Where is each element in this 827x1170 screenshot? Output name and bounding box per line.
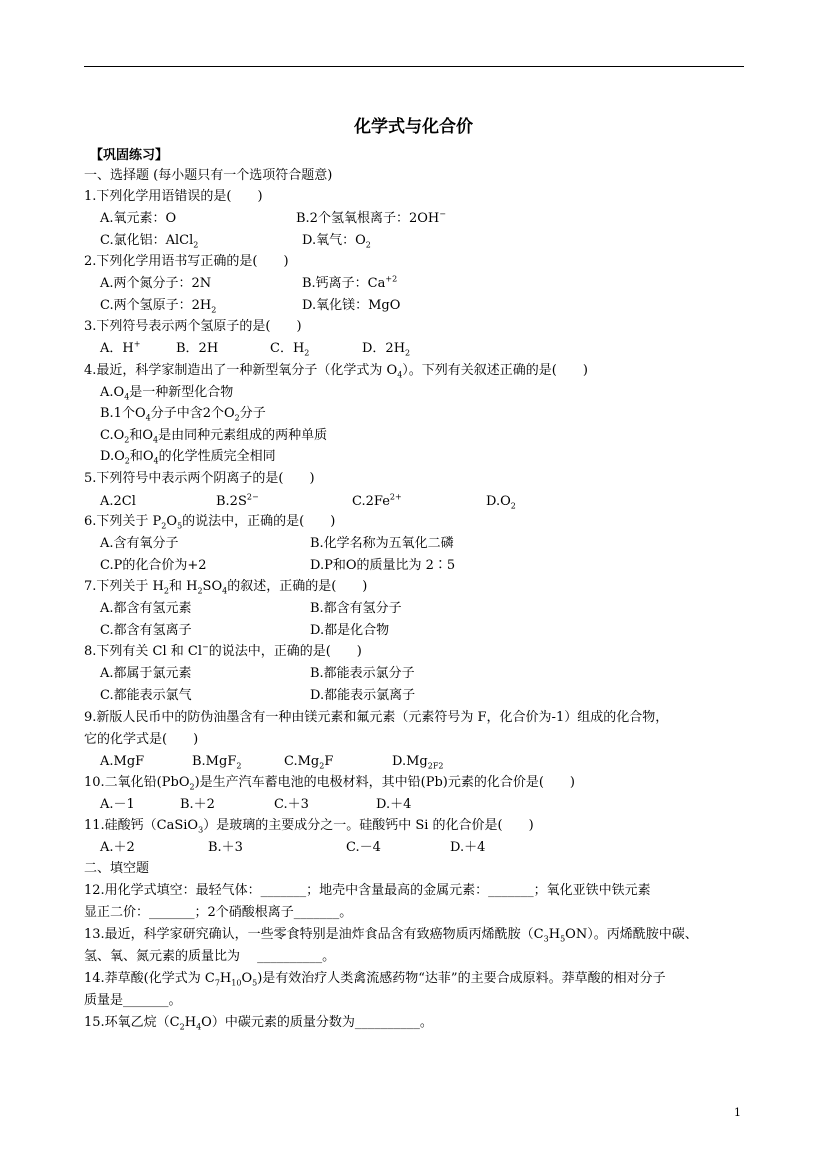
q11-option-d: D.＋4 [450,840,486,855]
q5-option-c: $C.2Fe^{2+}$ [352,492,402,509]
section-header: 【巩固练习】 [90,148,169,163]
q1-option-a: A.氧元素：O [100,211,177,226]
q5-option-d: $D.O_2$ [486,494,516,511]
q8-option-c: C.都能表示氯气 [100,688,192,703]
q2-option-c: C.两个氢原子：$2H_2$ [100,298,217,315]
page-number: 1 [734,1106,741,1119]
q10-option-c: C.＋3 [274,797,309,812]
q6-stem: 6.下列关于 $P_2O_5$的说法中，正确的是( ) [84,514,336,531]
q4-option-a: $A.O_4$是一种新型化合物 [100,385,234,402]
q9-option-d: $D.Mg_{2F2}$ [392,754,444,771]
q3-option-b: B．2H [176,341,219,356]
q11-option-a: A.＋2 [100,840,135,855]
q12-line1: 12.用化学式填空：最轻气体：_______；地壳中含量最高的金属元素：_______；氧化亚铁中铁元素 [84,883,651,898]
q1-option-d: D.氧气：$O_2$ [302,233,371,250]
q5-option-a: A.2Cl [100,494,136,509]
q10-option-a: A.－1 [100,797,135,812]
q2-option-a: A.两个氮分子：2N [100,276,212,291]
q4-option-c: $C.O_2$和$O_4$是由同种元素组成的两种单质 [100,428,328,445]
q8-option-d: D.都能表示氯离子 [310,688,416,703]
q9-stem-line1: 9.新版人民币中的防伪油墨含有一种由镁元素和氟元素（元素符号为 F，化合价为-1）组成的化合物， [84,710,669,725]
q7-option-c: C.都含有氢离子 [100,623,192,638]
q13-line2: 氢、氧、氮元素的质量比为 __________。 [84,949,336,964]
q10-stem: 10.二氧化铅(PbO$_2$)是生产汽车蓄电池的电极材料，其中铅(Pb)元素的化合价是( ) [84,775,576,792]
q5-option-b: $B.2S^{2-}$ [216,492,259,509]
q1-option-c: C.氯化铝：AlCl$_2$ [100,233,199,250]
q9-option-c: $C.Mg_2F$ [284,754,334,771]
q12-line2: 显正二价：_______；2个硝酸根离子_______。 [84,905,353,920]
q7-stem: 7.下列关于 $H_2$和 $H_2SO_4$的叙述，正确的是( ) [84,579,368,596]
q9-option-b: B.MgF$_2$ [192,754,242,771]
q4-option-b: B.1个$O_4$分子中含2个$O_2$分子 [100,406,266,423]
q9-option-a: A.MgF [100,754,145,769]
part1-heading: 一、选择题 (每小题只有一个选项符合题意) [84,168,333,183]
q1-option-b: B.2个氢氧根离子：2OH− [296,209,446,226]
q5-stem: 5.下列符号中表示两个阴离子的是( ) [84,471,315,486]
q7-option-a: A.都含有氢元素 [100,601,192,616]
page-title: 化学式与化合价 [354,117,473,137]
q4-stem: 4.最近，科学家制造出了一种新型氧分子（化学式为 $O_4$）。下列有关叙述正确的是( ) [84,363,588,380]
q2-stem: 2.下列化学用语书写正确的是( ) [84,254,289,269]
q6-option-a: A.含有氧分子 [100,536,179,551]
q10-option-b: B.＋2 [180,797,215,812]
q2-option-d: D.氧化镁：MgO [302,298,401,313]
q8-option-a: A.都属于氯元素 [100,666,192,681]
q15-line1: 15.环氧乙烷$(C_2H_4O)$中碳元素的质量分数为__________。 [84,1015,433,1032]
q6-option-d: D.P和O的质量比为 2∶5 [310,558,456,573]
q11-option-c: C.－4 [346,840,381,855]
q7-option-b: B.都含有氢分子 [310,601,402,616]
q7-option-d: D.都是化合物 [310,623,390,638]
q9-stem-line2: 它的化学式是( ) [84,732,199,747]
q6-option-b: B.化学名称为五氧化二磷 [310,536,454,551]
q14-line1: 14.莽草酸(化学式为 $C_7H_{10}O_5$)是有效治疗人类禽流感药物“达菲”的主要合成原料。莽草酸的相对分子 [84,971,666,988]
q3-option-a: A．H+ [100,339,141,356]
q11-option-b: B.＋3 [208,840,243,855]
q14-line2: 质量是_______。 [84,993,182,1008]
q11-stem: 11.硅酸钙（CaSiO$_3$）是玻璃的主要成分之一。硅酸钙中 Si 的化合价是( ) [84,818,534,835]
q1-stem: 1.下列化学用语错误的是( ) [84,189,263,204]
q10-option-d: D.＋4 [376,797,412,812]
q3-option-d: D．$2H_2$ [362,341,411,358]
q4-option-d: $D.O_2$和$O_4$的化学性质完全相同 [100,449,276,466]
q2-option-b: B.钙离子：$Ca^{+2}$ [302,274,398,291]
part2-heading: 二、填空题 [84,861,150,876]
q3-stem: 3.下列符号表示两个氢原子的是( ) [84,319,302,334]
q8-option-b: B.都能表示氯分子 [310,666,415,681]
q6-option-c: C.P的化合价为+2 [100,558,207,573]
q3-option-c: C．$H_2$ [270,341,310,358]
q13-line1: 13.最近，科学家研究确认，一些零食特别是油炸食品含有致癌物质丙烯酰胺$(C_3H_5ON)$。丙烯酰胺中碳、 [84,927,698,944]
header-rule [84,66,744,67]
q8-stem: 8.下列有关 Cl 和 Cl−的说法中，正确的是( ) [84,642,362,659]
